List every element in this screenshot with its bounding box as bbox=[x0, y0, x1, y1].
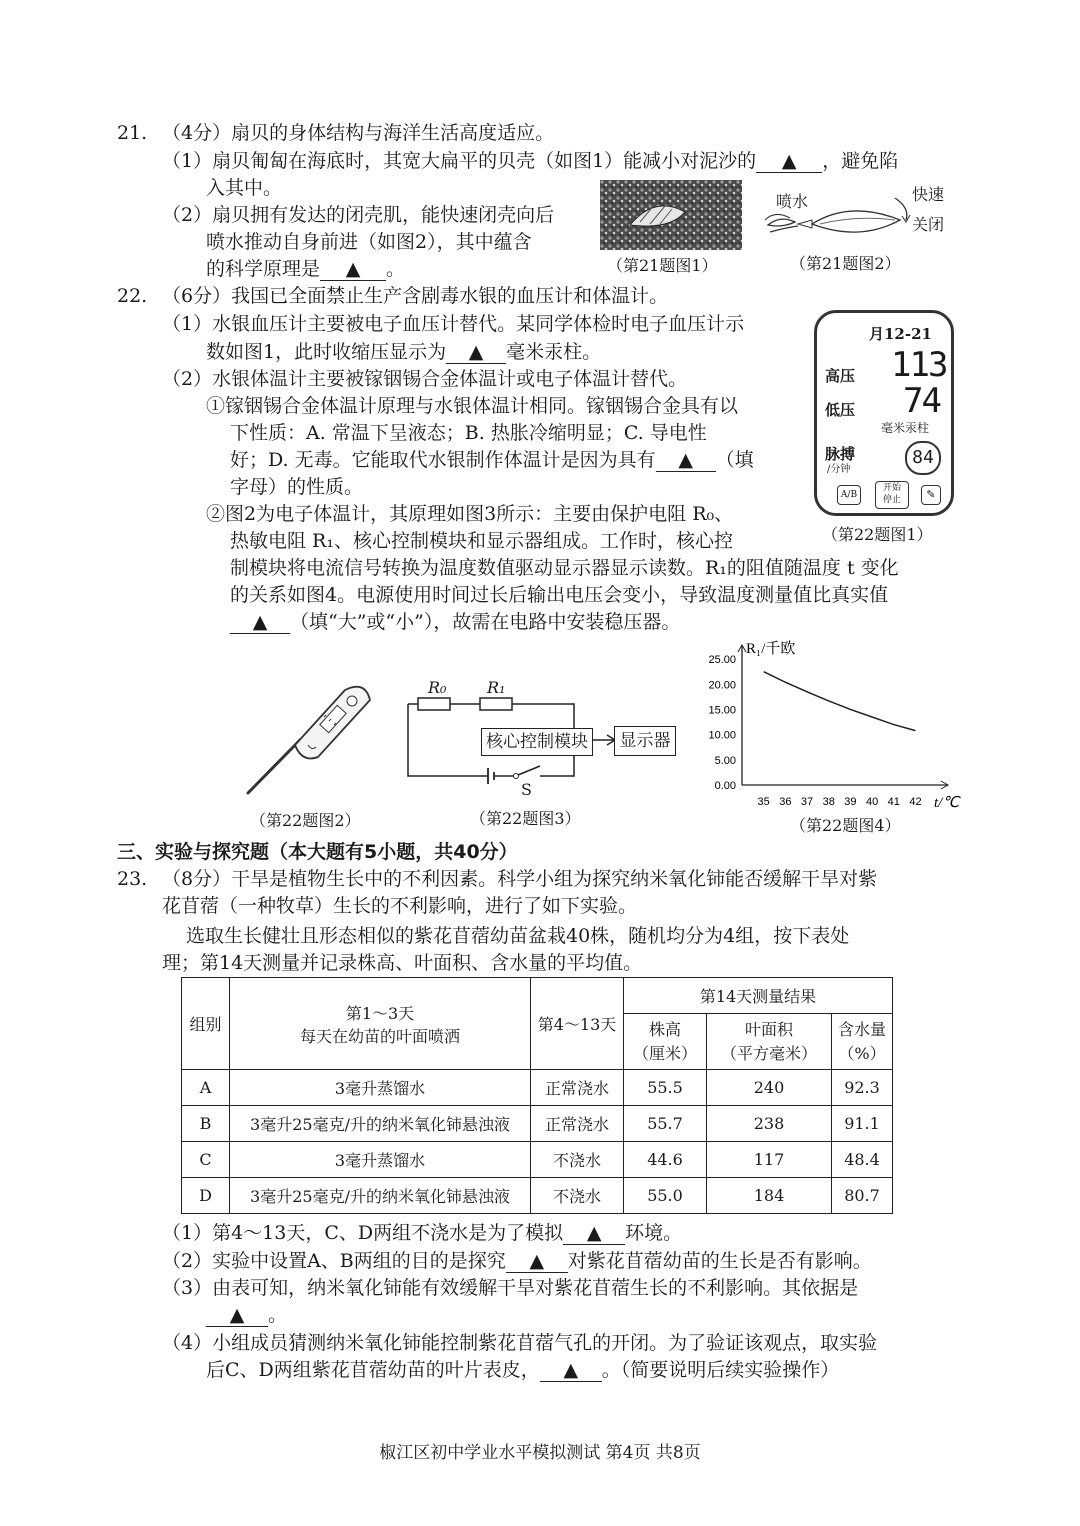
core-control-module: 核心控制模块 bbox=[481, 728, 593, 756]
pulse-unit: /分钟 bbox=[827, 464, 851, 475]
q22-part2-1-line1: ①镓铟锡合金体温计原理与水银体温计相同。镓铟锡合金具有以 bbox=[206, 395, 739, 417]
q21-heading: （4分）扇贝的身体结构与海洋生活高度适应。 bbox=[162, 122, 555, 144]
q22-heading: （6分）我国已全面禁止生产含剧毒水银的血压计和体温计。 bbox=[162, 285, 669, 307]
table-row: B 3毫升25毫克/升的纳米氧化铈悬浊液 正常浇水 55.7 238 91.1 bbox=[182, 1106, 893, 1142]
header-water-content: 含水量 （%） bbox=[832, 1014, 893, 1070]
y-tick-label: 5.00 bbox=[714, 754, 736, 767]
y-tick-label: 25.00 bbox=[708, 654, 736, 667]
x-tick-label: 42 bbox=[909, 796, 922, 808]
answer-blank[interactable]: ▲ bbox=[230, 611, 290, 634]
edit-button[interactable]: ✎ bbox=[921, 485, 941, 505]
low-pressure-label: 低压 bbox=[825, 401, 856, 419]
series-line bbox=[764, 672, 916, 731]
q22-fig3-caption: （第22题图3） bbox=[470, 809, 581, 828]
r0-label: R₀ bbox=[428, 678, 447, 697]
y-tick-label: 10.00 bbox=[708, 729, 736, 742]
answer-blank[interactable]: ▲ bbox=[446, 341, 506, 364]
y-tick-label: 15.00 bbox=[708, 704, 736, 717]
answer-blank[interactable]: ▲ bbox=[506, 1250, 568, 1273]
header-leaf-area: 叶面积 （平方毫米） bbox=[707, 1014, 832, 1070]
q21-part2-line2: 喷水推动自身前进（如图2），其中蕴含 bbox=[206, 231, 532, 253]
q21-part2-line1: （2）扇贝拥有发达的闭壳肌，能快速闭壳向后 bbox=[162, 204, 555, 226]
q22-part2-2-line1: ②图2为电子体温计，其原理如图3所示：主要由保护电阻 R₀、 bbox=[206, 503, 734, 525]
x-tick-label: 40 bbox=[865, 796, 879, 808]
q22-part1-line1: （1）水银血压计主要被电子血压计替代。某同学体检时电子血压计示 bbox=[162, 313, 745, 335]
q22-number: 22. bbox=[117, 285, 148, 307]
x-tick-label: 36 bbox=[779, 796, 792, 808]
high-pressure-label: 高压 bbox=[825, 367, 856, 385]
q22-part2-1-line4: 字母）的性质。 bbox=[230, 476, 364, 498]
header-height: 株高 （厘米） bbox=[624, 1014, 707, 1070]
q23-sub4-cont: 后C、D两组紫花苜蓿幼苗的叶片表皮， ▲ 。（简要说明后续实验操作） bbox=[206, 1359, 840, 1381]
q21-number: 21. bbox=[117, 122, 148, 144]
q23-sub3-cont: ▲ 。 bbox=[206, 1302, 287, 1329]
table-row: C 3毫升蒸馏水 不浇水 44.6 117 48.4 bbox=[182, 1142, 893, 1178]
spray-label: 喷水 bbox=[776, 192, 809, 211]
q22-part2-2-line3: 制模块将电流信号转换为温度数值驱动显示器显示读数。R₁的阻值随温度 t 变化 bbox=[230, 557, 899, 579]
q23-intro-line2: 理；第14天测量并记录株高、叶面积、含水量的平均值。 bbox=[162, 952, 643, 974]
answer-blank[interactable]: ▲ bbox=[563, 1222, 625, 1245]
section-3-title: 三、实验与探究题（本大题有5小题，共40分） bbox=[117, 841, 518, 863]
r1-label: R₁ bbox=[487, 678, 506, 697]
q21-part1: （1）扇贝匍匐在海底时，其宽大扁平的贝壳（如图1）能减小对泥沙的 ▲ ，避免陷 bbox=[162, 150, 899, 172]
q22-part2-2-line2: 热敏电阻 R₁、核心控制模块和显示器组成。工作时，核心控 bbox=[230, 530, 733, 552]
close-label: 关闭 bbox=[912, 215, 945, 234]
answer-blank[interactable]: ▲ bbox=[756, 150, 822, 173]
y-axis-label: R₁/千欧 bbox=[746, 641, 796, 657]
q23-intro-line1: 选取生长健壮且形态相似的紫花苜蓿幼苗盆栽40株，随机均分为4组，按下表处 bbox=[186, 925, 850, 947]
header-day14: 第14天测量结果 bbox=[624, 978, 893, 1014]
start-stop-button[interactable]: 开始 停止 bbox=[875, 481, 909, 509]
pulse-value: 84 bbox=[905, 441, 941, 475]
q22-part2-2-line4: 的关系如图4。电源使用时间过长后输出电压会变小，导致温度测量值比真实值 bbox=[230, 584, 889, 606]
q23-heading-cont: 花苜蓿（一种牧草）生长的不利影响，进行了如下实验。 bbox=[162, 895, 638, 917]
fast-label: 快速 bbox=[912, 185, 945, 204]
page-footer: 椒江区初中学业水平模拟测试 第4页 共8页 bbox=[379, 1443, 701, 1463]
q22-part2-1-line3: 好；D. 无毒。它能取代水银制作体温计是因为具有 ▲ （填 bbox=[230, 449, 754, 471]
pressure-unit: 毫米汞柱 bbox=[881, 421, 930, 435]
answer-blank[interactable]: ▲ bbox=[656, 449, 716, 472]
q21-part2-line3: 的科学原理是 ▲ 。 bbox=[206, 258, 406, 280]
answer-blank[interactable]: ▲ bbox=[206, 1304, 268, 1327]
x-tick-label: 37 bbox=[800, 796, 814, 808]
pulse-label: 脉搏 bbox=[825, 445, 856, 463]
resistance-temperature-chart bbox=[690, 635, 980, 813]
q22-fig1-caption: （第22题图1） bbox=[822, 525, 933, 544]
electronic-thermometer bbox=[240, 685, 390, 800]
header-group: 组别 bbox=[182, 978, 230, 1070]
y-tick-label: 0.00 bbox=[714, 780, 736, 792]
q22-fig4-caption: （第22题图4） bbox=[790, 816, 901, 835]
q21-fig1-caption: （第21题图1） bbox=[607, 256, 718, 275]
q23-sub4: （4）小组成员猜测纳米氧化铈能控制紫花苜蓿气孔的开闭。为了验证该观点，取实验 bbox=[162, 1332, 878, 1354]
q21-fig2-caption: （第21题图2） bbox=[790, 254, 901, 273]
q23-sub2: （2）实验中设置A、B两组的目的是探究 ▲ 对紫花苜蓿幼苗的生长是否有影响。 bbox=[162, 1250, 872, 1272]
q22-part2-1-line2: 下性质：A. 常温下呈液态；B. 热胀冷缩明显；C. 导电性 bbox=[230, 422, 707, 444]
q22-fig2-caption: （第22题图2） bbox=[250, 811, 361, 830]
answer-blank[interactable]: ▲ bbox=[540, 1359, 602, 1382]
x-tick-label: 39 bbox=[844, 796, 857, 808]
x-tick-label: 35 bbox=[757, 796, 770, 808]
display-module: 显示器 bbox=[614, 726, 676, 756]
ab-button[interactable]: A/B bbox=[837, 485, 861, 505]
answer-blank[interactable]: ▲ bbox=[320, 258, 386, 281]
x-tick-label: 41 bbox=[887, 796, 900, 808]
q22-part2-heading: （2）水银体温计主要被镓铟锡合金体温计或电子体温计替代。 bbox=[162, 368, 688, 390]
header-days1-3: 第1～3天 每天在幼苗的叶面喷洒 bbox=[230, 978, 531, 1070]
table-row: D 3毫升25毫克/升的纳米氧化铈悬浊液 不浇水 55.0 184 80.7 bbox=[182, 1178, 893, 1214]
header-days4-13: 第4～13天 bbox=[531, 978, 624, 1070]
scallop-photo bbox=[600, 180, 742, 250]
x-tick-label: 38 bbox=[822, 796, 835, 808]
low-pressure-value: 74 bbox=[903, 381, 940, 421]
high-pressure-value: 113 bbox=[891, 345, 947, 385]
q22-part1-line2: 数如图1，此时收缩压显示为 ▲ 毫米汞柱。 bbox=[206, 341, 602, 363]
q23-sub3: （3）由表可知，纳米氧化铈能有效缓解干旱对紫花苜蓿生长的不利影响。其依据是 bbox=[162, 1277, 859, 1299]
blood-pressure-monitor bbox=[814, 310, 954, 516]
switch-label: S bbox=[521, 780, 532, 799]
y-tick-label: 20.00 bbox=[708, 679, 736, 692]
experiment-table bbox=[181, 977, 893, 1214]
q23-heading: （8分）干旱是植物生长中的不利因素。科学小组为探究纳米氧化铈能否缓解干旱对紫 bbox=[162, 868, 878, 890]
q23-sub1: （1）第4～13天，C、D两组不浇水是为了模拟 ▲ 环境。 bbox=[162, 1222, 683, 1244]
x-axis-label: t/℃ bbox=[934, 795, 960, 811]
q21-part1-cont: 入其中。 bbox=[206, 177, 283, 199]
q22-part2-2-line5: ▲ （填“大”或“小”），故需在电路中安装稳压器。 bbox=[230, 609, 680, 636]
q23-number: 23. bbox=[117, 868, 148, 890]
table-row: A 3毫升蒸馏水 正常浇水 55.5 240 92.3 bbox=[182, 1070, 893, 1106]
monitor-date: 月12-21 bbox=[869, 325, 932, 343]
